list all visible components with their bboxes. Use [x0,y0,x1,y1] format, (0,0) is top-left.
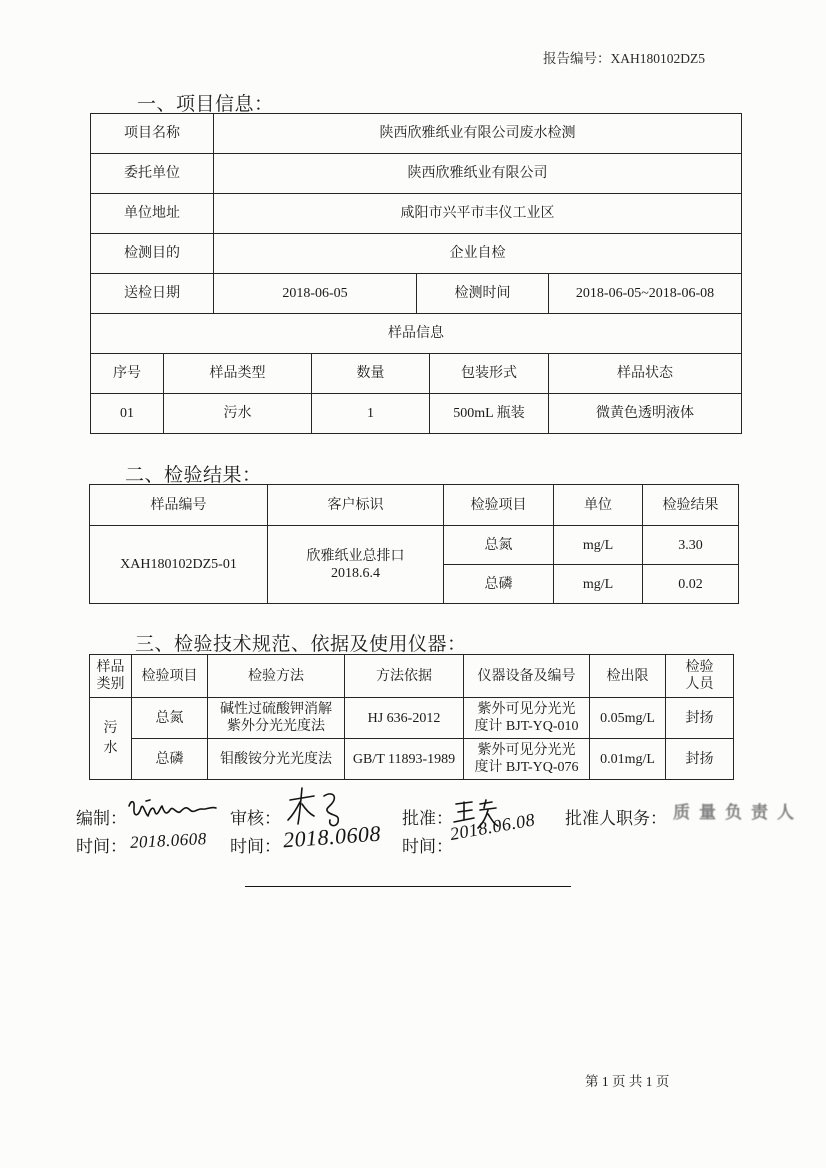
prepared-time-label: 时间： [76,837,127,856]
result-client-mark [268,526,444,604]
col-quantity: 数量 [312,354,430,394]
project-name-label: 项目名称 [91,114,214,154]
address-value: 咸阳市兴平市丰仪工业区 [214,194,742,234]
result-item: 总氮 [444,526,554,565]
methods-header-row [90,655,734,698]
project-name-value: 陕西欣雅纸业有限公司废水检测 [214,114,742,154]
purpose-row [91,234,742,274]
col-item: 检验项目 [132,655,208,698]
test-period-label: 检测时间 [417,274,549,314]
col-sample-category-line1: 样品 [96,660,125,675]
end-divider [245,886,571,887]
results-table [89,484,739,604]
col-instrument: 仪器设备及编号 [464,655,590,698]
sample-info-label: 样品信息 [91,314,742,354]
sample-state: 微黄色透明液体 [549,394,742,434]
approved-label: 批准： [402,809,453,828]
table-row [90,698,734,739]
col-packaging: 包装形式 [430,354,549,394]
method-inspector: 封扬 [666,739,734,780]
instrument-line2: 度计 BJT-YQ-076 [474,760,579,775]
results-heading: 二、检验结果： [125,465,262,486]
result-unit: mg/L [554,565,643,604]
report-number-label: 报告编号： [543,51,611,66]
col-sample-no: 序号 [91,354,164,394]
method-limit: 0.05mg/L [590,698,666,739]
submit-date-label: 送检日期 [91,274,214,314]
test-period-value: 2018-06-05~2018-06-08 [549,274,742,314]
client-mark-line2: 2018.6.4 [331,565,380,581]
approved-date-handwritten: 2018.06.08 [448,809,537,845]
dates-row [91,274,742,314]
address-row [91,194,742,234]
sample-type: 污水 [164,394,312,434]
approver-title-stamp: 质量负责人 [673,803,803,822]
col-unit: 单位 [554,485,643,526]
col-sample-id: 样品编号 [90,485,268,526]
col-inspector-line2: 人员 [685,677,714,692]
reviewed-time-label: 时间： [230,837,281,856]
prepared-date-handwritten: 2018.0608 [129,829,208,852]
col-test-item: 检验项目 [444,485,554,526]
results-header-row [90,485,739,526]
project-info-heading: 一、项目信息： [137,94,274,115]
instrument-line2: 度计 BJT-YQ-010 [474,719,579,734]
result-sample-id: XAH180102DZ5-01 [90,526,268,604]
report-number-value: XAH180102DZ5 [610,51,705,66]
method-instrument [464,739,590,780]
purpose-label: 检测目的 [91,234,214,274]
sample-packaging: 500mL 瓶装 [430,394,549,434]
col-client-mark: 客户标识 [268,485,444,526]
approver-title-label: 批准人职务： [565,809,667,828]
methods-heading: 三、检验技术规范、依据及使用仪器： [135,634,467,655]
col-inspector [666,655,734,698]
methods-table [89,654,734,780]
col-method: 检验方法 [208,655,345,698]
purpose-value: 企业自检 [214,234,742,274]
method-line1: 碱性过硫酸钾消解 [220,702,332,717]
col-basis: 方法依据 [345,655,464,698]
table-row [90,739,734,780]
col-result: 检验结果 [643,485,739,526]
method-name [208,698,345,739]
sample-quantity: 1 [312,394,430,434]
sample-info-row [91,314,742,354]
reviewed-label: 审核： [230,809,281,828]
col-limit: 检出限 [590,655,666,698]
page-footer: 第 1 页 共 1 页 [585,1074,670,1089]
method-instrument [464,698,590,739]
table-row [91,394,742,434]
table-row [90,526,739,565]
method-limit: 0.01mg/L [590,739,666,780]
approved-time-label: 时间： [402,837,453,856]
method-line1: 钼酸铵分光光度法 [220,751,332,767]
result-value: 0.02 [643,565,739,604]
method-name [208,739,345,780]
client-value: 陕西欣雅纸业有限公司 [214,154,742,194]
method-sample-category [90,698,132,780]
address-label: 单位地址 [91,194,214,234]
client-mark-line1: 欣雅纸业总排口 [306,548,405,564]
project-name-row [91,114,742,154]
method-basis: GB/T 11893-1989 [345,739,464,780]
method-item: 总磷 [132,739,208,780]
col-sample-type: 样品类型 [164,354,312,394]
method-basis: HJ 636-2012 [345,698,464,739]
result-item: 总磷 [444,565,554,604]
result-unit: mg/L [554,526,643,565]
col-sample-category [90,655,132,698]
method-inspector: 封扬 [666,698,734,739]
reviewed-date-handwritten: 2018.0608 [282,820,382,853]
report-number [543,47,705,67]
method-line2: 紫外分光光度法 [227,719,325,734]
submit-date-value: 2018-06-05 [214,274,417,314]
method-item: 总氮 [132,698,208,739]
project-info-table [90,113,742,434]
result-value: 3.30 [643,526,739,565]
sample-no: 01 [91,394,164,434]
col-inspector-line1: 检验 [685,660,714,675]
instrument-line1: 紫外可见分光光 [477,743,576,758]
col-sample-category-line2: 类别 [96,677,125,692]
col-sample-state: 样品状态 [549,354,742,394]
client-label: 委托单位 [91,154,214,194]
sample-category-text: 污水 [103,720,118,756]
sample-header-row [91,354,742,394]
prepared-label: 编制： [76,809,127,828]
instrument-line1: 紫外可见分光光 [477,702,576,717]
prepared-by-signature [126,796,218,824]
client-row [91,154,742,194]
